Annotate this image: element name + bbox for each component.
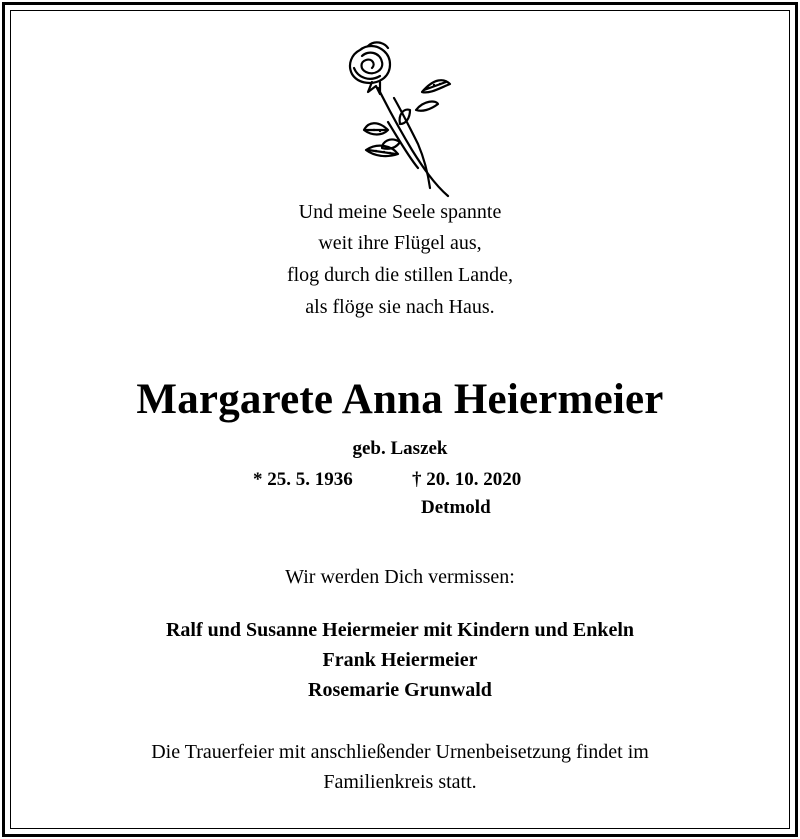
deceased-name: Margarete Anna Heiermeier <box>136 376 664 423</box>
verse-line-4: als flöge sie nach Haus. <box>305 296 495 318</box>
notice-line-1: Die Trauerfeier mit anschließender Urnenbeisetzung findet im <box>151 741 649 763</box>
notice-line-2: Familienkreis statt. <box>323 771 477 793</box>
verse-line-1: Und meine Seele spannte <box>298 201 502 223</box>
verse-line-3: flog durch die stillen Lande, <box>286 264 514 286</box>
maiden-name: geb. Laszek <box>352 438 448 459</box>
mourners-intro: Wir werden Dich vermissen: <box>285 566 515 588</box>
rose-icon <box>338 38 458 198</box>
birth-date: * 25. 5. 1936 <box>253 469 353 490</box>
death-place: Detmold <box>421 497 491 518</box>
death-date: † 20. 10. 2020 <box>412 469 522 490</box>
mourner-line-1: Ralf und Susanne Heiermeier mit Kindern und Enkeln <box>165 619 635 641</box>
mourner-line-2: Frank Heiermeier <box>322 649 478 671</box>
verse-line-2: weit ihre Flügel aus, <box>318 232 482 254</box>
mourner-line-3: Rosemarie Grunwald <box>308 679 492 701</box>
